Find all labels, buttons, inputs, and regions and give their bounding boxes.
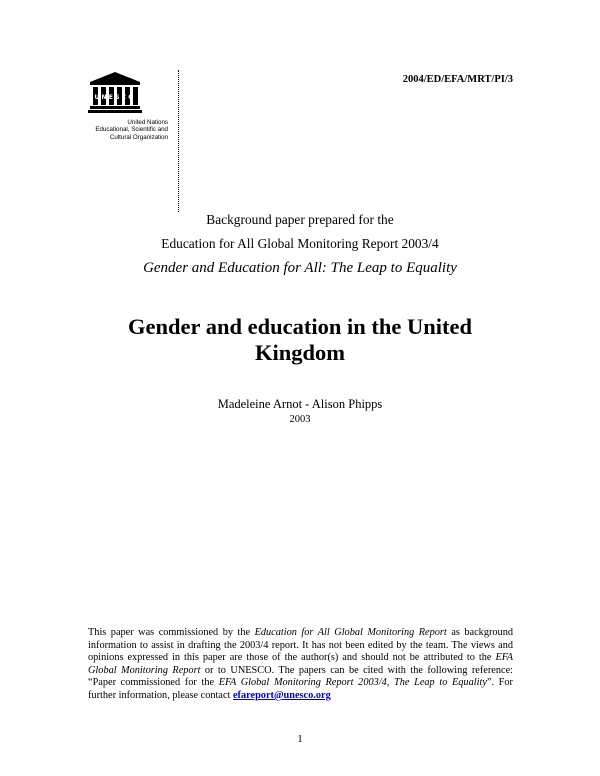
logo-lettering: UNESCO [94,94,136,101]
disclaimer-paragraph: This paper was commissioned by the Education for All Global Monitoring Report as background information to assist in drafting the 2003/4 report. It has not been edited by the team. The views and opinions expressed in this paper are those of the author(s) and should not be attributed to the EFA Global Monitoring Report or to UNESCO. The papers can be cited with the following reference: “Paper commissioned for the EFA Global Monitoring Report 2003/4, The Leap to Equality”. For further information, please contact efareport@unesco.org [88,627,514,701]
intro-line-2: Education for All Global Monitoring Report 2003/4 [161,236,439,251]
page-title: Gender and education in the United Kingdom [127,314,472,365]
document-code: 2004/ED/EFA/MRT/PI/3 [402,74,513,85]
authors: Madeleine Arnot - Alison Phipps [217,397,383,411]
temple-icon [84,70,146,116]
report-subtitle: Gender and Education for All: The Leap to Equality [143,260,457,276]
publication-year: 2003 [289,414,311,425]
contact-email-link[interactable]: efareport@unesco.org [232,689,331,701]
intro-line-1: Background paper prepared for the [206,212,394,227]
unesco-logo [84,70,184,116]
logo-divider [178,70,179,212]
page-number: 1 [297,733,303,745]
organization-name: United Nations Educational, Scientific and Cultural Organization [95,119,168,141]
